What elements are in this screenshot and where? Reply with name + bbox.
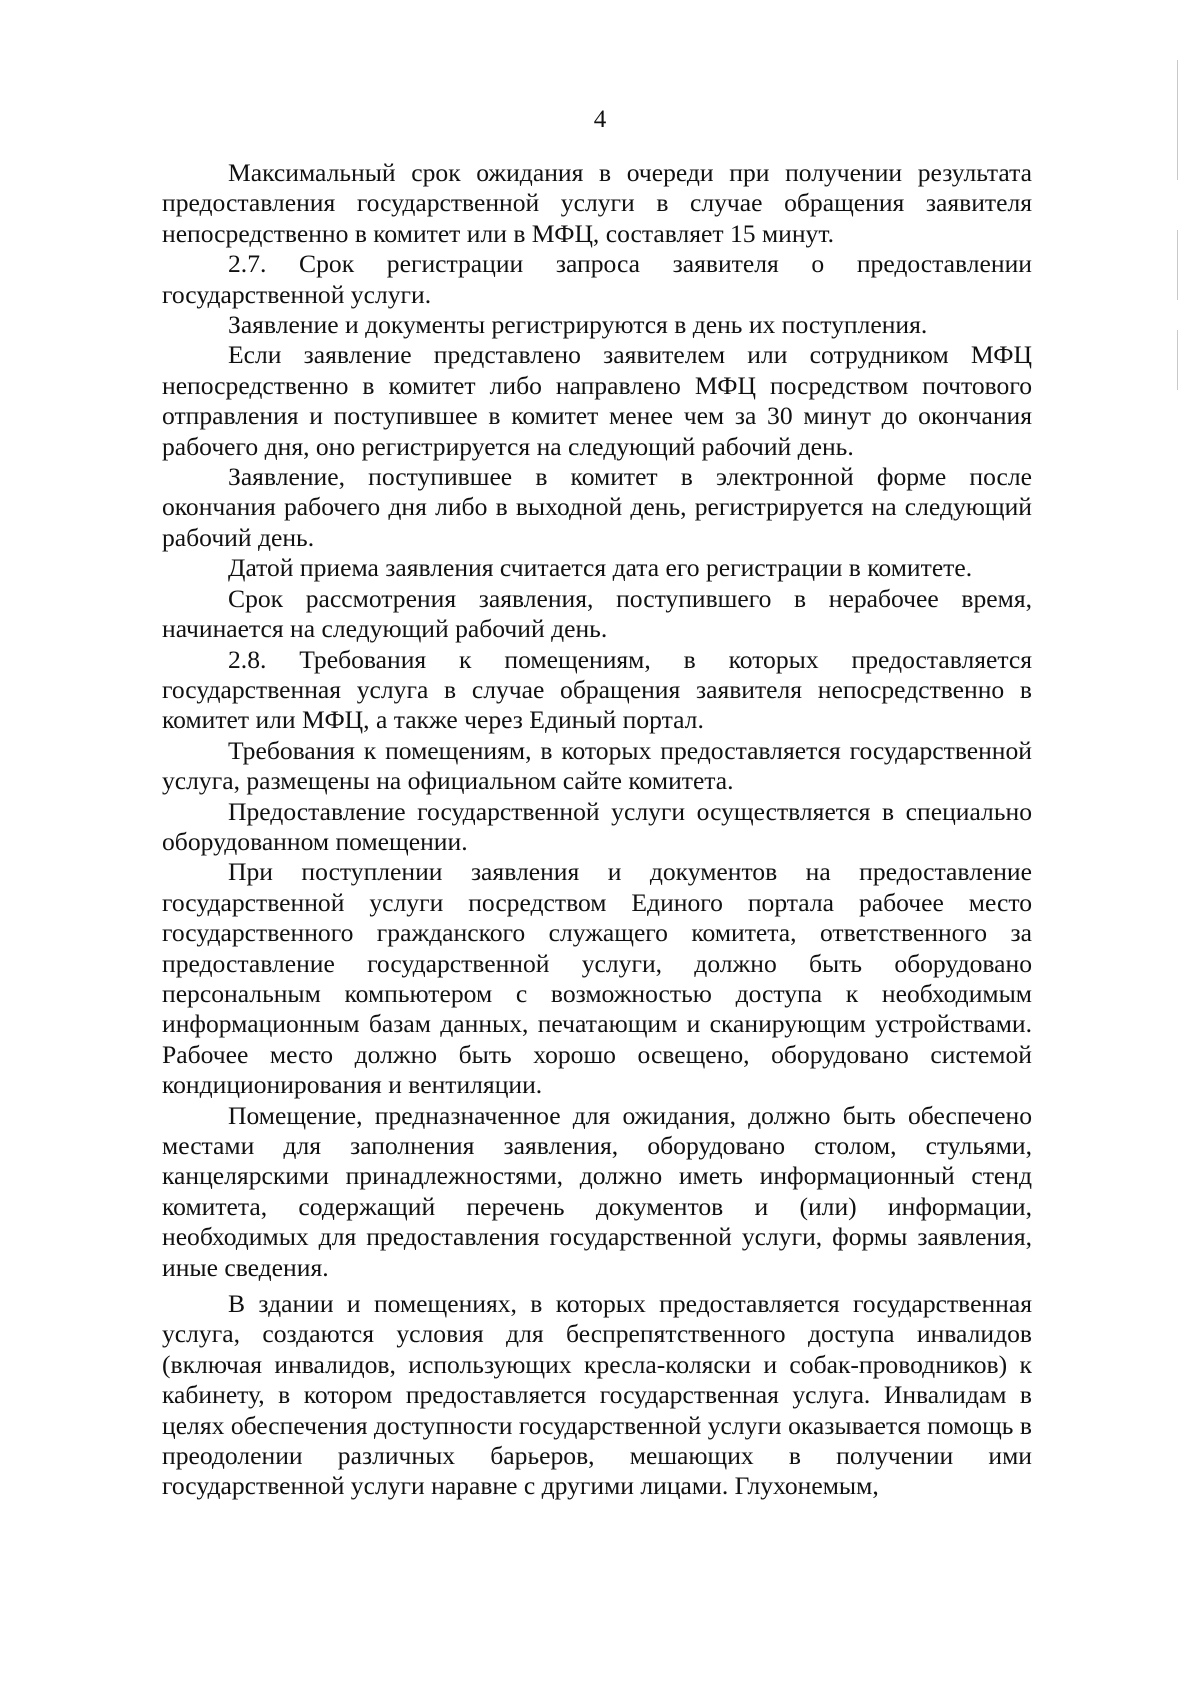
paragraph: Требования к помещениям, в которых предоставляется государственной услуга, размещены на официальном сайте комитета. [162,735,1032,796]
document-body [162,158,1032,1502]
scan-edge-mark [1177,330,1178,390]
paragraph: Заявление и документы регистрируются в день их поступления. [228,310,928,340]
scan-edge-mark [1177,230,1178,300]
page-number: 4 [593,106,607,133]
paragraph: Помещение, предназначенное для ожидания, должно быть обеспечено местами для заполнения заявления, оборудовано столом, стульями, канцелярскими принадлежностями, должно иметь информационный стенд комитета, содержащий перечень документов и (или) информации, необходимых для предоставления государственной услуги, формы заявления, иные сведения. [162,1100,1032,1282]
section-heading-2-7: 2.7. Срок регистрации запроса заявителя о предоставлении государственной услуги. [162,249,1032,309]
paragraph: При поступлении заявления и документов на предоставление государственной услуги посредством Единого портала рабочее место государственного гражданского служащего комитета, ответственного за предоставление государственной услуги, должно быть оборудовано персональным компьютером с возможностью доступа к необходимым информационным базам данных, печатающим и сканирующим устройствами. Рабочее место должно быть хорошо освещено, оборудовано системой кондиционирования и вентиляции. [162,857,1032,1100]
section-heading-2-8: 2.8. Требования к помещениям, в которых предоставляется государственная услуга в случае обращения заявителя непосредственно в комитет или МФЦ, а также через Единый портал. [162,644,1032,735]
paragraph: Максимальный срок ожидания в очереди при получении результата предоставления государственной услуги в случае обращения заявителя непосредственно в комитет или в МФЦ, составляет 15 минут. [162,158,1032,248]
paragraph: Заявление, поступившее в комитет в электронной форме после окончания рабочего дня либо в выходной день, регистрируется на следующий рабочий день. [162,462,1032,552]
paragraph: Предоставление государственной услуги осуществляется в специально оборудованном помещении. [162,796,1032,856]
paragraph: Датой приема заявления считается дата его регистрации в комитете. [228,553,973,583]
paragraph: В здании и помещениях, в которых предоставляется государственная услуга, создаются условия для беспрепятственного доступа инвалидов (включая инвалидов, использующих кресла-коляски и собак-проводников) к кабинету, в котором предоставляется государственная услуга. Инвалидам в целях обеспечения доступности государственной услуги оказывается помощь в преодолении различных барьеров, мешающих в получении ими государственной услуги наравне с другими лицами. Глухонемым, [162,1289,1032,1501]
paragraph: Срок рассмотрения заявления, поступившего в нерабочее время, начинается на следующий рабочий день. [162,583,1032,644]
paragraph: Если заявление представлено заявителем или сотрудником МФЦ непосредственно в комитет либо направлено МФЦ посредством почтового отправления и поступившее в комитет менее чем за 30 минут до окончания рабочего дня, оно регистрируется на следующий рабочий день. [162,340,1032,461]
